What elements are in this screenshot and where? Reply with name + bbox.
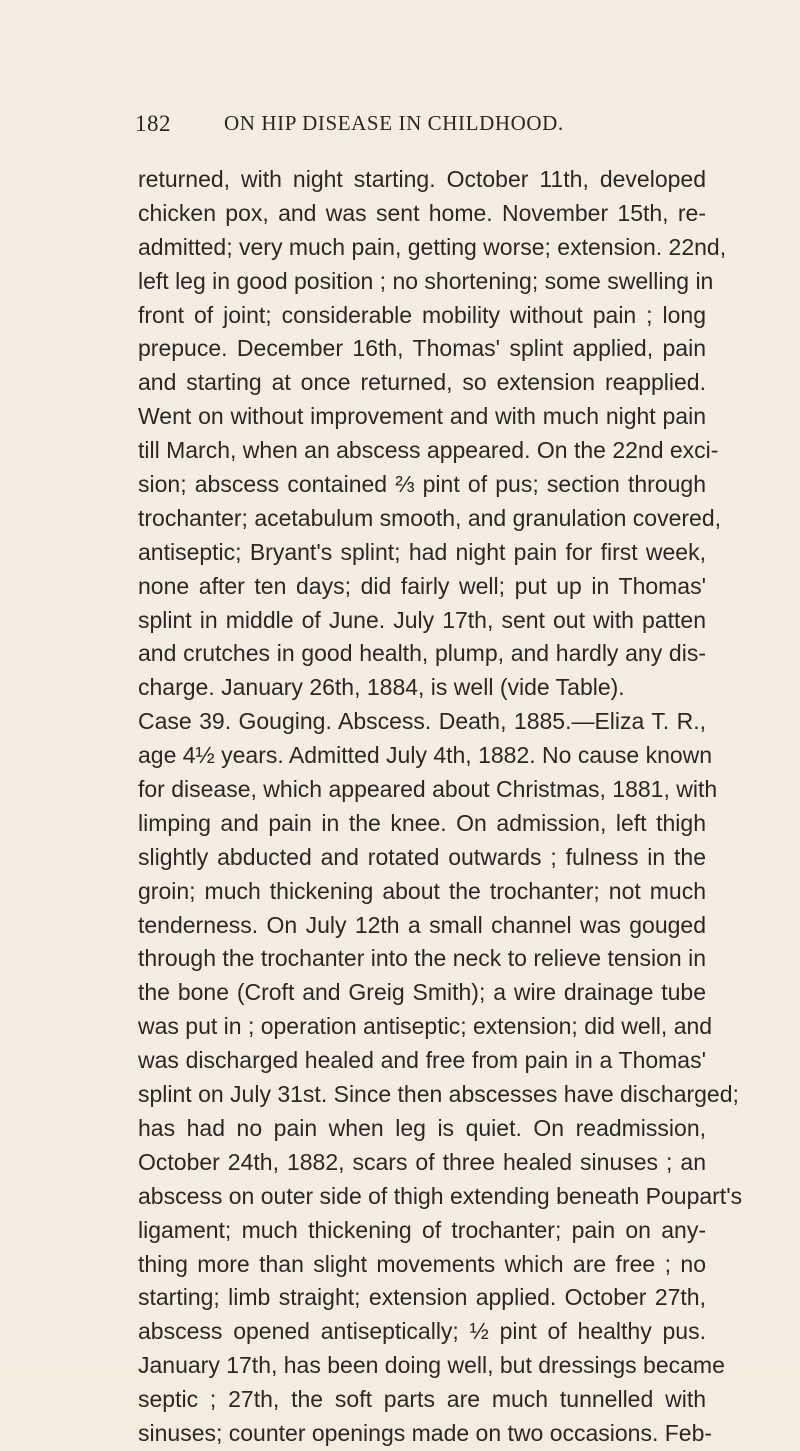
text-line: none after ten days; did fairly well; put up in Thomas' — [138, 572, 706, 599]
text-line: the bone (Croft and Greig Smith); a wire drainage tube — [138, 979, 706, 1006]
text-line: till March, when an abscess appeared. On the 22nd exci- — [138, 437, 719, 464]
text-line: sinuses; counter openings made on two occasions. Feb- — [138, 1419, 713, 1446]
text-line: trochanter; acetabulum smooth, and granulation covered, — [138, 504, 722, 531]
text-line: returned, with night starting. October 11th, developed — [138, 166, 706, 192]
text-line: Case 39. Gouging. Abscess. Death, 1885.—Eliza T. R., — [138, 708, 706, 735]
text-line: septic ; 27th, the soft parts are much tunnelled with — [138, 1386, 706, 1413]
text-line: tenderness. On July 12th a small channel was gouged — [138, 911, 706, 938]
text-line: antiseptic; Bryant's splint; had night pain for first week, — [138, 538, 706, 565]
text-line: for disease, which appeared about Christmas, 1881, with — [138, 776, 718, 803]
text-line: limping and pain in the knee. On admission, left thigh — [138, 809, 706, 836]
text-line: abscess opened antiseptically; ½ pint of healthy pus. — [138, 1318, 706, 1345]
text-line: has had no pain when leg is quiet. On readmission, — [138, 1114, 706, 1141]
text-line: chicken pox, and was sent home. November 15th, re- — [138, 199, 706, 226]
text-line: prepuce. December 16th, Thomas' splint applied, pain — [138, 335, 706, 362]
text-line: groin; much thickening about the trochanter; not much — [138, 877, 706, 904]
text-line: sion; abscess contained ⅔ pint of pus; section through — [138, 471, 706, 498]
text-line: charge. January 26th, 1884, is well (vide Table). — [138, 674, 625, 701]
running-title: ON HIP DISEASE IN CHILDHOOD. — [224, 111, 564, 135]
text-line: January 17th, has been doing well, but dressings became — [138, 1352, 725, 1379]
text-line: was discharged healed and free from pain in a Thomas' — [138, 1047, 706, 1074]
running-head — [0, 103, 800, 137]
text-line: splint on July 31st. Since then abscesses have discharged; — [138, 1081, 739, 1108]
text-line: through the trochanter into the neck to relieve tension in — [138, 945, 706, 972]
text-line: age 4½ years. Admitted July 4th, 1882. No cause known — [138, 742, 713, 769]
text-line: October 24th, 1882, scars of three healed sinuses ; an — [138, 1148, 706, 1175]
text-line: slightly abducted and rotated outwards ; fulness in the — [138, 843, 706, 870]
text-line: was put in ; operation antiseptic; extension; did well, and — [138, 1013, 713, 1040]
text-line: Went on without improvement and with much night pain — [138, 403, 706, 430]
text-line: admitted; very much pain, getting worse; extension. 22nd, — [138, 233, 727, 260]
body-text — [138, 163, 743, 1451]
text-line: front of joint; considerable mobility without pain ; long — [138, 301, 706, 328]
text-line: ligament; much thickening of trochanter; pain on any- — [138, 1216, 706, 1243]
page-number: 182 — [135, 111, 171, 136]
text-line: and crutches in good health, plump, and hardly any dis- — [138, 640, 706, 667]
text-line: and starting at once returned, so extension reapplied. — [138, 369, 706, 396]
text-line: thing more than slight movements which are free ; no — [138, 1250, 706, 1277]
text-line: left leg in good position ; no shortening; some swelling in — [138, 267, 714, 294]
text-line: abscess on outer side of thigh extending beneath Poupart's — [138, 1182, 743, 1209]
text-line: splint in middle of June. July 17th, sent out with patten — [138, 606, 706, 633]
text-line: starting; limb straight; extension applied. October 27th, — [138, 1284, 706, 1311]
